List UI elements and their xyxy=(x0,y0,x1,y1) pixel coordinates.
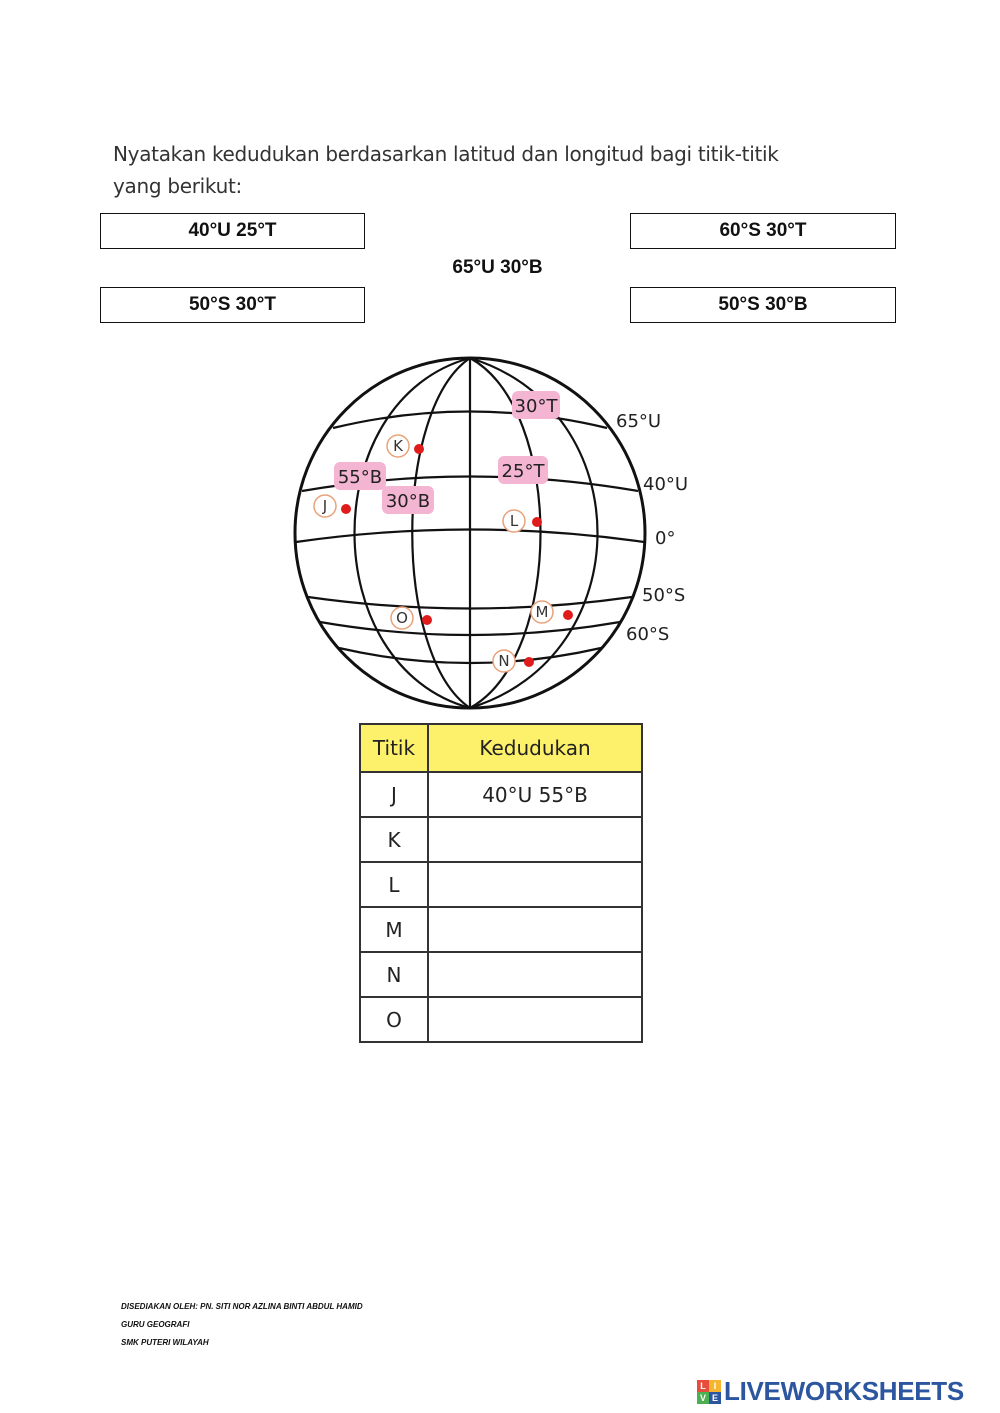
point-label-n: N xyxy=(498,652,510,670)
answer-option-50s-30t[interactable]: 50°S 30°T xyxy=(100,287,365,323)
table-row xyxy=(360,817,642,862)
table-row xyxy=(360,997,642,1042)
longitude-tag-25t: 25°T xyxy=(501,461,545,482)
brand-name: LIVEWORKSHEETS xyxy=(724,1376,964,1406)
point-cell: M xyxy=(360,907,428,952)
position-input-k[interactable] xyxy=(429,818,641,861)
table-row xyxy=(360,862,642,907)
header-titik: Titik xyxy=(360,724,428,772)
liveworksheets-logo-icon: L I V E xyxy=(697,1380,721,1404)
point-label-l: L xyxy=(509,512,519,530)
footer-credits xyxy=(121,1298,363,1352)
position-input-l[interactable] xyxy=(429,863,641,906)
liveworksheets-brand[interactable] xyxy=(697,1376,964,1407)
latitude-label-40u: 40°U xyxy=(643,474,689,495)
table-header-row xyxy=(360,724,642,772)
point-cell: J xyxy=(360,772,428,817)
answer-option-40u-25t[interactable]: 40°U 25°T xyxy=(100,213,365,249)
position-input-n[interactable] xyxy=(429,953,641,996)
instruction-line-1: Nyatakan kedudukan berdasarkan latitud dan longitud bagi titik-titik xyxy=(113,142,779,166)
point-label-o: O xyxy=(396,609,408,627)
point-cell: L xyxy=(360,862,428,907)
instruction-text xyxy=(113,138,833,202)
table-row xyxy=(360,952,642,997)
position-input-m[interactable] xyxy=(429,908,641,951)
point-dot-k xyxy=(414,444,424,454)
latitude-label-65u: 65°U xyxy=(616,411,662,432)
table-row xyxy=(360,772,642,817)
answer-option-50s-30b[interactable]: 50°S 30°B xyxy=(630,287,896,323)
point-dot-o xyxy=(422,615,432,625)
latitude-label-60s: 60°S xyxy=(626,624,670,645)
point-dot-n xyxy=(524,657,534,667)
point-label-m: M xyxy=(535,603,549,621)
point-cell: K xyxy=(360,817,428,862)
point-cell: O xyxy=(360,997,428,1042)
point-dot-m xyxy=(563,610,573,620)
instruction-line-2: yang berikut: xyxy=(113,174,242,198)
globe-diagram xyxy=(290,355,710,715)
footer-author: DISEDIAKAN OLEH: PN. SITI NOR AZLINA BINTI ABDUL HAMID xyxy=(121,1302,363,1311)
position-drop-zone-n[interactable] xyxy=(428,952,642,997)
position-input-o[interactable] xyxy=(429,998,641,1041)
longitude-tag-30t: 30°T xyxy=(514,396,558,417)
header-kedudukan: Kedudukan xyxy=(428,724,642,772)
longitude-tag-30b: 30°B xyxy=(385,491,431,512)
footer-role: GURU GEOGRAFI xyxy=(121,1320,190,1329)
point-label-k: K xyxy=(393,437,403,455)
point-label-j: J xyxy=(322,497,328,515)
footer-school: SMK PUTERI WILAYAH xyxy=(121,1338,209,1347)
table-row xyxy=(360,907,642,952)
position-drop-zone-m[interactable] xyxy=(428,907,642,952)
point-dot-l xyxy=(532,517,542,527)
position-table xyxy=(359,723,643,1043)
answer-option-65u-30b[interactable]: 65°U 30°B xyxy=(452,257,543,278)
position-drop-zone-k[interactable] xyxy=(428,817,642,862)
position-drop-zone-o[interactable] xyxy=(428,997,642,1042)
position-cell: 40°U 55°B xyxy=(428,772,642,817)
latitude-label-50s: 50°S xyxy=(642,585,686,606)
answer-option-60s-30t[interactable]: 60°S 30°T xyxy=(630,213,896,249)
point-cell: N xyxy=(360,952,428,997)
longitude-tag-55b: 55°B xyxy=(337,467,383,488)
latitude-label-0: 0° xyxy=(655,528,676,549)
position-drop-zone-l[interactable] xyxy=(428,862,642,907)
point-dot-j xyxy=(341,504,351,514)
